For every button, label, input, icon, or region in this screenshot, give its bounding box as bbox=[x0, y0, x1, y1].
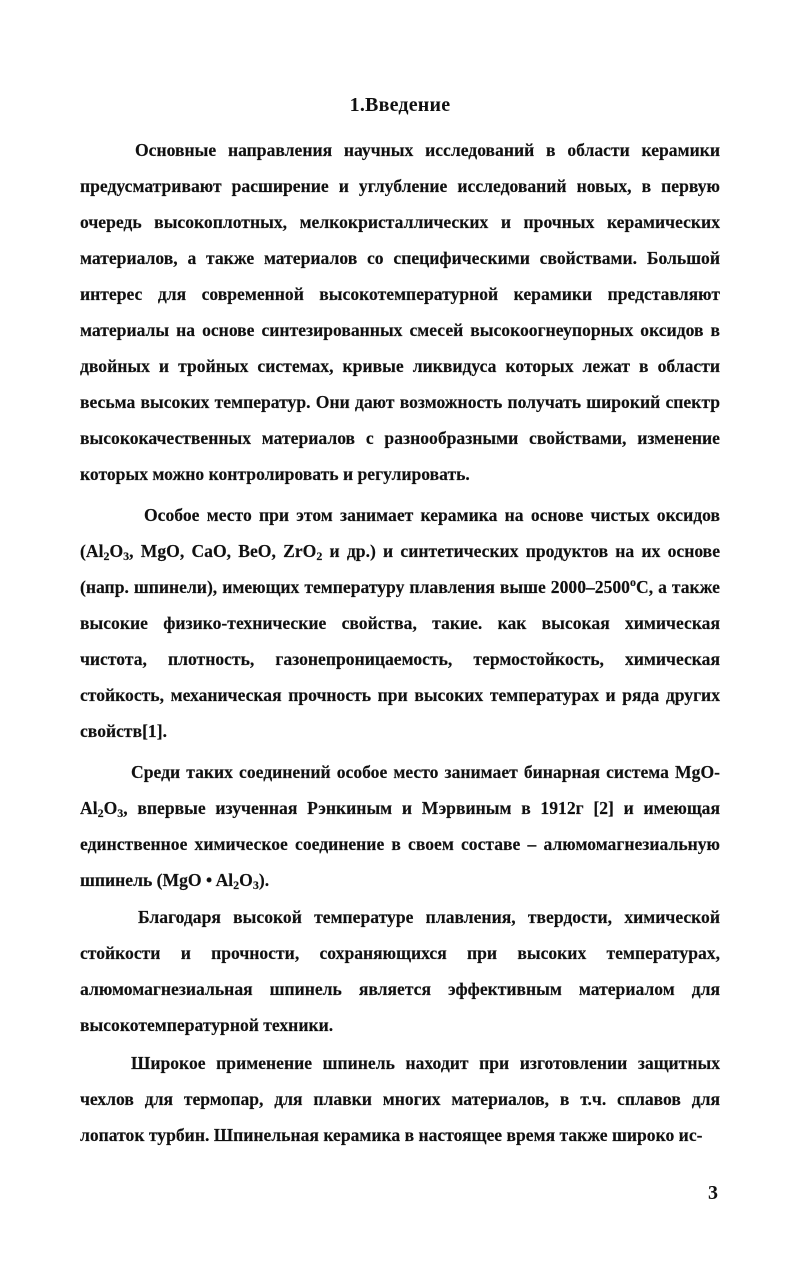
paragraph-1: Основные направления научных исследований в области керамики предусматривают расширение и углубление исследований новых, в первую очередь высокоплотных, мелкокристаллических и прочных керамических материалов, а также материалов со специфическими свойствами. Большой интерес для современной высокотемпературной керамики представляют материалы на основе синтезированных смесей высокоогнеупорных оксидов в двойных и тройных системах, кривые ликвидуса которых лежат в области весьма высоких температур. Они дают возможность получать широкий спектр высококачественных материалов с разнообразными свойствами, изменение которых можно контролировать и регулировать. bbox=[80, 140, 720, 484]
section-title: 1.Введение bbox=[349, 94, 451, 116]
page-number: 3 bbox=[708, 1182, 718, 1204]
paragraph-3: Среди таких соединений особое место занимает бинарная система MgO-$Al_2O_3$, впервые изученная Рэнкиным и Мэрвиным в 1912г [2] и имеющая единственное химическое соединение в своем составе – алюмомагнезиальную шпинель (MgO • $Al_2O_3$). bbox=[80, 762, 720, 892]
paragraph-2: Особое место при этом занимает керамика на основе чистых оксидов ($Al_2O_3$, MgO, CaO, BeO, ZrO$_2$ и др.) и синтетических продуктов на их основе (напр. шпинели), имеющих температуру плавления выше 2000–2500$^o$С, а также высокие физико-технические свойства, такие. как высокая химическая чистота, плотность, газонепроницаемость, термостойкость, химическая стойкость, механическая прочность при высоких температурах и ряда других свойств[1]. bbox=[80, 505, 720, 741]
paragraph-5: Широкое применение шпинель находит при изготовлении защитных чехлов для термопар, для плавки многих материалов, в т.ч. сплавов для лопаток турбин. Шпинельная керамика в настоящее время также широко ис- bbox=[80, 1053, 720, 1145]
paragraph-4: Благодаря высокой температуре плавления, твердости, химической стойкости и прочности, сохраняющихся при высоких температурах, алюмомагнезиальная шпинель является эффективным материалом для высокотемпературной техники. bbox=[80, 907, 720, 1035]
